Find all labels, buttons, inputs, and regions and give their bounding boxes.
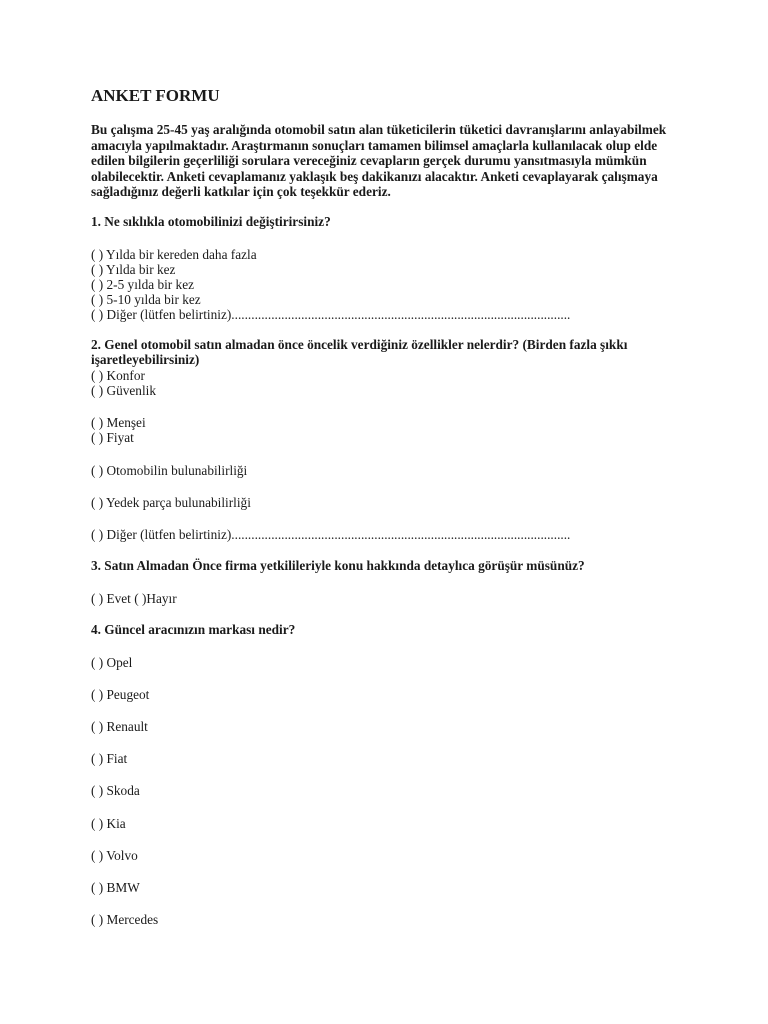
q2-option-yedek-parca[interactable]: ( ) Yedek parça bulunabilirliği — [91, 494, 251, 510]
question-3-title: 3. Satın Almadan Önce firma yetkilileriyle konu hakkında detaylıca görüşür müsünüz? — [91, 558, 585, 574]
question-4-title: 4. Güncel aracınızın markası nedir? — [91, 621, 296, 637]
q1-option-other[interactable]: ( ) Diğer (lütfen belirtiniz)...................................................................................................... — [91, 307, 571, 323]
q2-option-fiyat[interactable]: ( ) Fiyat — [91, 430, 134, 446]
question-2-title: 2. Genel otomobil satın almadan önce öncelik verdiğiniz özellikler nelerdir? (Birden fazla şıkkı işaretleyebilirsiniz) — [91, 336, 628, 368]
q4-option-skoda[interactable]: ( ) Skoda — [91, 783, 140, 799]
q1-option-4[interactable]: ( ) 5-10 yılda bir kez — [91, 292, 201, 308]
q2-option-bulunabilirlik[interactable]: ( ) Otomobilin bulunabilirliği — [91, 462, 248, 478]
question-1-title: 1. Ne sıklıkla otomobilinizi değiştirirsiniz? — [91, 213, 331, 229]
question-3 — [91, 558, 691, 606]
q4-option-renault[interactable]: ( ) Renault — [91, 718, 148, 734]
document-page — [91, 86, 691, 927]
document-title: ANKET FORMU — [91, 86, 220, 105]
q4-option-opel[interactable]: ( ) Opel — [91, 654, 133, 670]
q4-option-volvo[interactable]: ( ) Volvo — [91, 847, 138, 863]
question-2 — [91, 337, 691, 543]
q2-option-mensei[interactable]: ( ) Menşei — [91, 415, 146, 431]
q4-option-fiat[interactable]: ( ) Fiat — [91, 751, 128, 767]
q2-option-konfor[interactable]: ( ) Konfor — [91, 367, 145, 383]
q2-option-other[interactable]: ( ) Diğer (lütfen belirtiniz)...................................................................................................... — [91, 526, 571, 542]
q1-option-3[interactable]: ( ) 2-5 yılda bir kez — [91, 276, 195, 292]
q3-answer-evet-hayir[interactable]: ( ) Evet ( )Hayır — [91, 590, 177, 606]
intro-paragraph: Bu çalışma 25-45 yaş aralığında otomobil satın alan tüketicilerin tüketici davranışlarını anlayabilmek amacıyla yapılmaktadır. Araştırmanın sonuçları tamamen bilimsel amaçlarla kullanılacak olup elde edilen bilgilerin geçerliliği sorulara vereceğiniz cevapların gerçek durumu yansıtmasıyla mümkün olabilecektir. Anketi cevaplamanız yaklaşık beş dakikanızı alacaktır. Anketi cevaplayarak çalışmaya sağladığınız değerli katkılar için çok teşekkür ederiz. — [91, 122, 667, 200]
q1-option-2[interactable]: ( ) Yılda bir kez — [91, 261, 176, 277]
q4-option-mercedes[interactable]: ( ) Mercedes — [91, 912, 159, 928]
q2-option-guvenlik[interactable]: ( ) Güvenlik — [91, 382, 156, 398]
q4-option-peugeot[interactable]: ( ) Peugeot — [91, 686, 150, 702]
q1-option-1[interactable]: ( ) Yılda bir kereden daha fazla — [91, 246, 257, 262]
question-4 — [91, 622, 691, 927]
q4-option-kia[interactable]: ( ) Kia — [91, 815, 126, 831]
question-1 — [91, 214, 691, 323]
q4-option-bmw[interactable]: ( ) BMW — [91, 880, 140, 895]
